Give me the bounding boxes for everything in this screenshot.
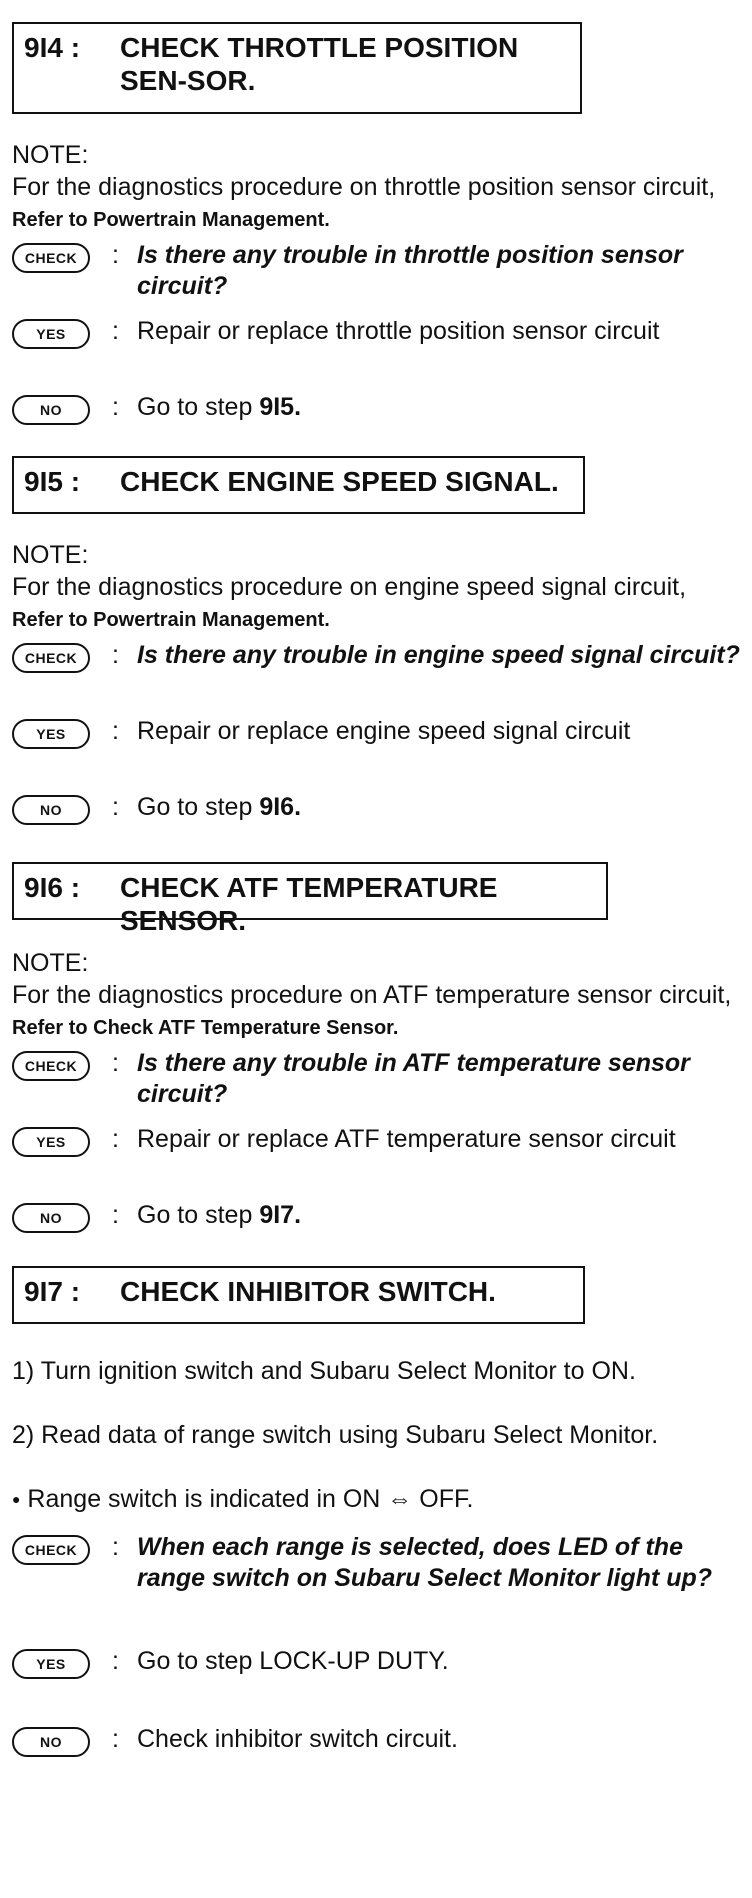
bullet-text: Range switch is indicated in ON ⇔ OFF.	[27, 1485, 474, 1513]
next-step-link[interactable]: 9I7.	[259, 1201, 302, 1229]
yes-badge-icon: YES	[12, 1649, 90, 1679]
yes-colon: :	[112, 1647, 119, 1675]
no-action-text: Go to step	[137, 393, 253, 421]
check-question: Is there any trouble in engine speed signal circuit?	[137, 641, 740, 669]
instruction-1: 1) Turn ignition switch and Subaru Select Monitor to ON.	[12, 1357, 636, 1385]
no-colon: :	[112, 1201, 119, 1229]
check-colon: :	[112, 241, 119, 269]
note-label: NOTE:	[12, 141, 89, 169]
no-action: Check inhibitor switch circuit.	[137, 1725, 458, 1753]
yes-action: Repair or replace ATF temperature sensor circuit	[137, 1125, 676, 1153]
step-title: CHECK THROTTLE POSITION SEN-SOR.	[120, 32, 519, 96]
no-colon: :	[112, 393, 119, 421]
note-body: For the diagnostics procedure on throttle position sensor circuit,	[12, 173, 716, 201]
yes-row	[12, 1646, 740, 1680]
yes-colon: :	[112, 317, 119, 345]
note-body: For the diagnostics procedure on engine speed signal circuit,	[12, 573, 687, 601]
note-body: For the diagnostics procedure on ATF temperature sensor circuit,	[12, 981, 732, 1009]
yes-row	[12, 316, 740, 386]
check-row	[12, 1532, 740, 1632]
no-action	[137, 792, 740, 823]
note-text	[12, 980, 740, 1044]
note-reference-link[interactable]: Refer to Check ATF Temperature Sensor.	[12, 1017, 399, 1039]
yes-action-link[interactable]: Go to step LOCK-UP DUTY.	[137, 1647, 449, 1675]
no-row	[12, 1724, 740, 1758]
check-question: Is there any trouble in ATF temperature sensor circuit?	[137, 1049, 690, 1108]
no-row	[12, 1200, 740, 1234]
step-number: 9I5 :	[24, 466, 81, 497]
no-badge-icon: NO	[12, 395, 90, 425]
step-header-9i4	[12, 22, 582, 114]
note-text	[12, 572, 740, 636]
step-title: CHECK ENGINE SPEED SIGNAL.	[120, 466, 559, 497]
yes-row	[12, 1124, 740, 1194]
no-action	[137, 1200, 740, 1231]
note-label: NOTE:	[12, 541, 89, 569]
check-row	[12, 640, 740, 710]
instruction-2: 2) Read data of range switch using Subaru Select Monitor.	[12, 1421, 659, 1449]
yes-action: Repair or replace throttle position sensor circuit	[137, 317, 660, 345]
check-colon: :	[112, 1533, 119, 1561]
step-header-9i6	[12, 862, 608, 936]
yes-action: Repair or replace engine speed signal circuit	[137, 717, 631, 745]
check-badge-icon: CHECK	[12, 1535, 90, 1565]
no-row	[12, 792, 740, 826]
check-badge-icon: CHECK	[12, 1051, 90, 1081]
yes-colon: :	[112, 1125, 119, 1153]
step-header-9i5	[12, 456, 585, 514]
yes-colon: :	[112, 717, 119, 745]
check-colon: :	[112, 641, 119, 669]
no-action	[137, 392, 740, 423]
no-row	[12, 392, 740, 426]
no-badge-icon: NO	[12, 1203, 90, 1233]
check-colon: :	[112, 1049, 119, 1077]
bullet-item	[12, 1484, 740, 1515]
note-label: NOTE:	[12, 949, 89, 977]
step-title: CHECK INHIBITOR SWITCH.	[120, 1276, 496, 1307]
yes-row	[12, 716, 740, 786]
step-header-9i7	[12, 1266, 585, 1324]
no-action-text: Go to step	[137, 1201, 253, 1229]
step-title: CHECK ATF TEMPERATURE SENSOR.	[120, 872, 498, 936]
check-badge-icon: CHECK	[12, 643, 90, 673]
no-action-text: Go to step	[137, 793, 253, 821]
step-number: 9I7 :	[24, 1276, 81, 1307]
note-reference-link[interactable]: Refer to Powertrain Management.	[12, 609, 330, 631]
next-step-link[interactable]: 9I5.	[259, 393, 302, 421]
no-badge-icon: NO	[12, 1727, 90, 1757]
step-number: 9I6 :	[24, 872, 81, 903]
no-badge-icon: NO	[12, 795, 90, 825]
check-question: When each range is selected, does LED of the range switch on Subaru Select Monitor light up?	[137, 1533, 713, 1592]
no-colon: :	[112, 793, 119, 821]
step-number: 9I4 :	[24, 32, 81, 63]
bullet-icon: ●	[12, 1491, 21, 1507]
check-badge-icon: CHECK	[12, 243, 90, 273]
note-text	[12, 172, 740, 236]
note-reference-link[interactable]: Refer to Powertrain Management.	[12, 209, 330, 231]
yes-badge-icon: YES	[12, 319, 90, 349]
yes-badge-icon: YES	[12, 1127, 90, 1157]
yes-badge-icon: YES	[12, 719, 90, 749]
check-question: Is there any trouble in throttle position sensor circuit?	[137, 241, 683, 300]
check-row	[12, 1048, 740, 1118]
check-row	[12, 240, 740, 310]
next-step-link[interactable]: 9I6.	[259, 793, 302, 821]
no-colon: :	[112, 1725, 119, 1753]
